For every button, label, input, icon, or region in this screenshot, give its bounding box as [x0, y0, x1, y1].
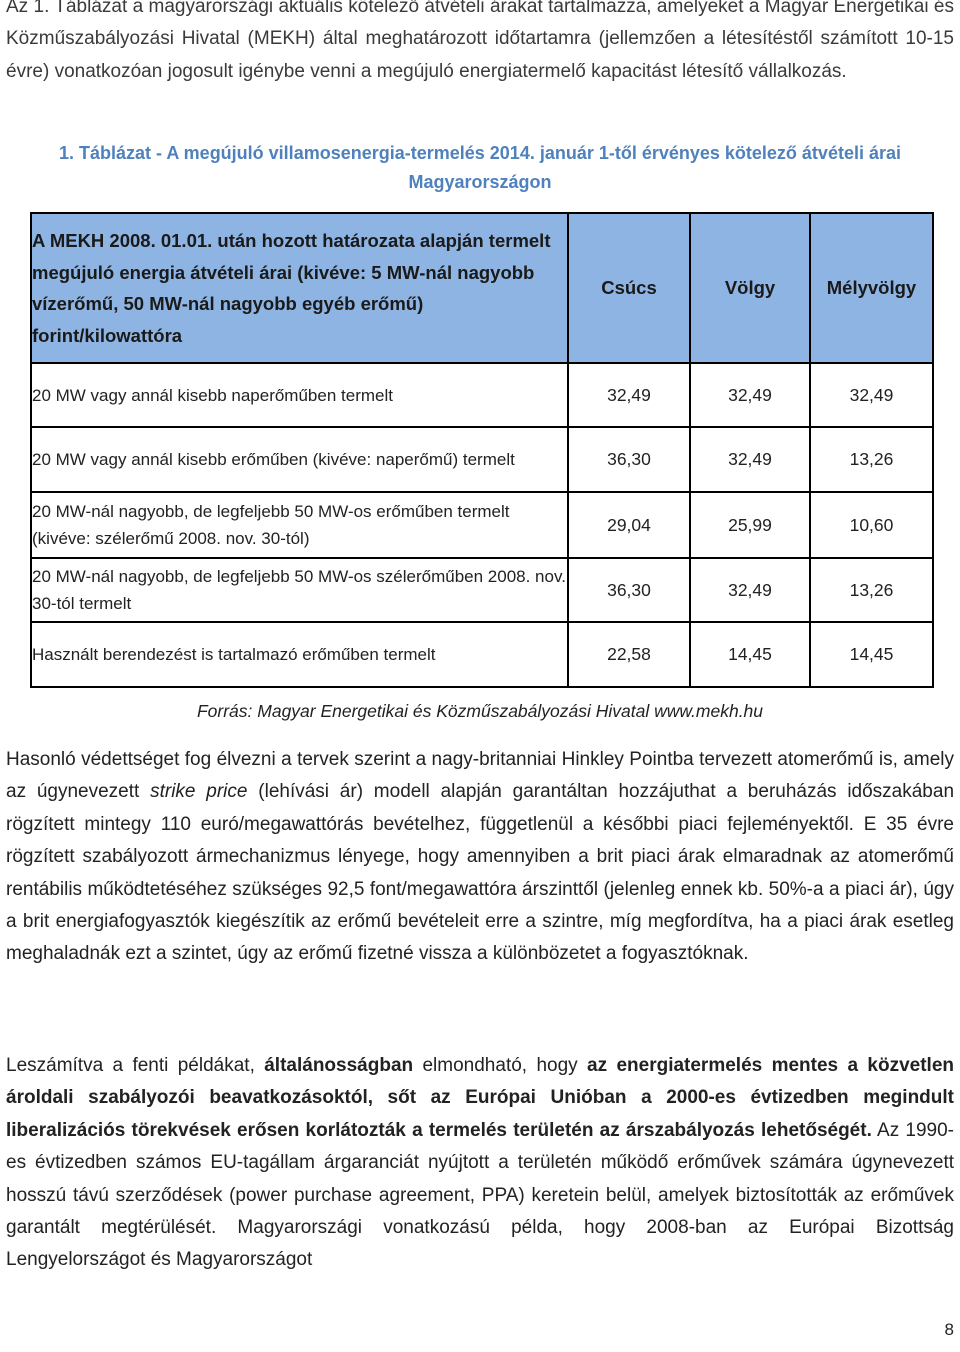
- cell-valley: 32,49: [690, 363, 810, 427]
- cell-valley: 32,49: [690, 558, 810, 622]
- bold-text: általánosságban: [264, 1055, 414, 1076]
- cell-valley: 14,45: [690, 622, 810, 687]
- cell-peak: 36,30: [568, 427, 690, 492]
- body-paragraph-liberalization: [6, 1050, 954, 1277]
- table-header-row: [31, 213, 933, 363]
- row-label: 20 MW-nál nagyobb, de legfeljebb 50 MW-os erőműben termelt (kivéve: szélerőmű 2008. nov. 30-tól): [31, 492, 568, 558]
- paragraph-text: elmondható, hogy: [413, 1055, 588, 1076]
- table-source: Forrás: Magyar Energetikai és Közműszabályozási Hivatal www.mekh.hu: [196, 701, 764, 721]
- cell-deep-valley: 13,26: [810, 427, 933, 492]
- table-row: [31, 622, 933, 687]
- paragraph-text: Az 1990-es évtizedben számos EU-tagállam árgaranciát nyújtott a területén működő erőművek számára úgynevezett hosszú távú szerződések (power purchase agreement, PPA) keretein belül, amelyek biztosították az erőművek garantált megtérülését. Magyarországi vonatkozású példa, hogy 2008-ban az Európai Bizottság Lengyelországot és Magyarországot: [6, 1119, 954, 1271]
- table-row: [31, 427, 933, 492]
- cell-deep-valley: 14,45: [810, 622, 933, 687]
- column-header-peak: Csúcs: [568, 213, 690, 363]
- row-label: 20 MW vagy annál kisebb naperőműben termelt: [31, 363, 568, 427]
- table-caption-line1: 1. Táblázat - A megújuló villamosenergia-termelés 2014. január 1-től érvényes kötelező átvételi árai: [58, 143, 901, 163]
- paragraph-text: Hasonló védettséget fog élvezni a tervek szerint a nagy-britanniai Hinkley Pointba tervezett atomerőmű is, amely az úgynevezett: [6, 749, 954, 803]
- page-number: 8: [944, 1320, 954, 1339]
- table-caption-line2: Magyarországon: [408, 172, 552, 192]
- column-header-valley: Völgy: [690, 213, 810, 363]
- table-row: [31, 363, 933, 427]
- table-row: [31, 558, 933, 622]
- intro-paragraph: Az 1. Táblázat a magyarországi aktuális kötelező átvételi árakat tartalmazza, amelyeket a Magyar Energetikai és Közműszabályozási Hivatal (MEKH) által meghatározott időtartamra (jellemzően a létesítéstől számított 10-15 évre) vonatkozóan jogosult igénybe venni a megújuló energiatermelő kapacitást létesítő vállalkozás.: [6, 0, 954, 82]
- table-caption: [20, 139, 940, 197]
- cell-deep-valley: 32,49: [810, 363, 933, 427]
- feed-in-tariff-table: [30, 212, 934, 688]
- row-label: 20 MW vagy annál kisebb erőműben (kivéve: naperőmű) termelt: [31, 427, 568, 492]
- cell-peak: 29,04: [568, 492, 690, 558]
- cell-peak: 36,30: [568, 558, 690, 622]
- bold-text: az energiatermelés mentes a közvetlen ároldali szabályozói beavatkozásoktól, sőt az Európai Unióban a 2000-es évtizedben megindult liberalizációs törekvések erősen korlátozták a termelés területén az árszabályozás lehetőségét.: [6, 1055, 954, 1141]
- table-header-description: A MEKH 2008. 01.01. után hozott határozata alapján termelt megújuló energia átvételi árai (kivéve: 5 MW-nál nagyobb vízerőmű, 50 MW-nál nagyobb egyéb erőmű) forint/kilowattóra: [31, 213, 568, 363]
- table-row: [31, 492, 933, 558]
- paragraph-text: Leszámítva a fenti példákat,: [6, 1055, 265, 1076]
- emphasis-strike-price: strike price: [150, 781, 248, 803]
- cell-peak: 22,58: [568, 622, 690, 687]
- row-label: Használt berendezést is tartalmazó erőműben termelt: [31, 622, 568, 687]
- body-paragraph-hinkley: [6, 744, 954, 971]
- cell-deep-valley: 13,26: [810, 558, 933, 622]
- cell-peak: 32,49: [568, 363, 690, 427]
- cell-valley: 32,49: [690, 427, 810, 492]
- cell-valley: 25,99: [690, 492, 810, 558]
- paragraph-text: (lehívási ár) modell alapján garantáltan hozzájuthat a beruházás időszakában rögzített mintegy 110 euró/megawattórás bevételhez, függetlenül a későbbi piaci fejleményektől. E 35 évre rögzített szabályozott ármechanizmus lényege, hogy amennyiben a brit piaci árak elmaradnak az atomerőmű rentábilis működtetéséhez szükséges 92,5 font/megawattóra árszinttől (jelenleg ennek kb. 50%-a a piaci ár), úgy a brit energiafogyasztók kiegészítik az erőmű bevételeit erre a szintre, míg megfordítva, ha a piaci árak esetleg meghaladnák ezt a szintet, úgy az erőmű fizetné vissza a különbözetet a fogyasztóknak.: [6, 781, 955, 965]
- column-header-deep-valley: Mélyvölgy: [810, 213, 933, 363]
- row-label: 20 MW-nál nagyobb, de legfeljebb 50 MW-os szélerőműben 2008. nov. 30-tól termelt: [31, 558, 568, 622]
- cell-deep-valley: 10,60: [810, 492, 933, 558]
